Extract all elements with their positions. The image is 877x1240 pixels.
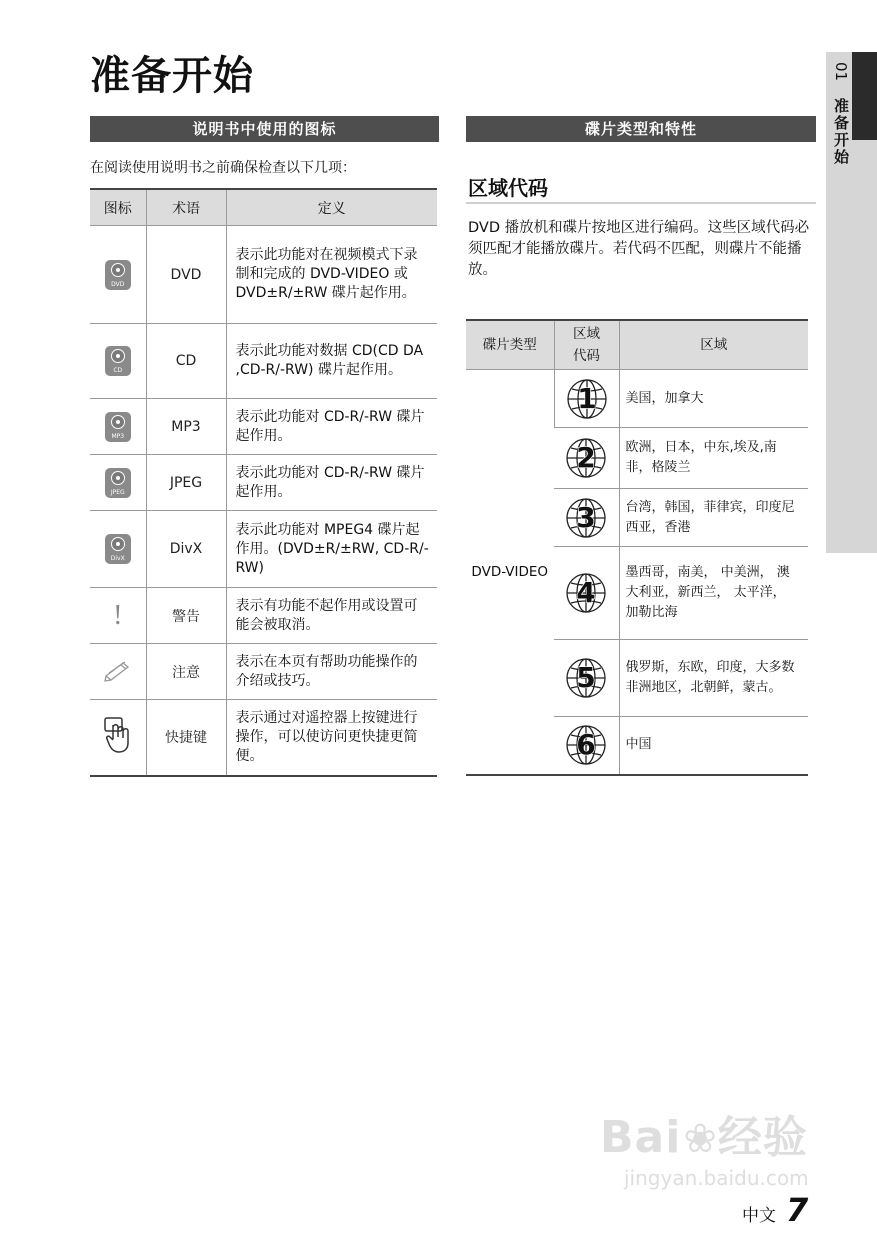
region-area: 中国 xyxy=(619,717,808,775)
region-code-digit: 3 xyxy=(576,500,596,534)
mp3-disc-icon: MP3 xyxy=(105,412,131,442)
section-bar-icons: 说明书中使用的图标 xyxy=(90,116,439,142)
dvd-disc-icon: DVD xyxy=(105,260,131,290)
region-code-heading: 区域代码 xyxy=(468,176,548,200)
definition: 表示通过对遥控器上按键进行操作，可以使访问更快捷更简便。 xyxy=(226,700,437,776)
heading-underline xyxy=(466,202,816,204)
page-footer xyxy=(742,1190,808,1230)
cd-disc-icon: CD xyxy=(105,346,131,376)
region-code-digit: 2 xyxy=(576,441,596,474)
chapter-side-label xyxy=(832,62,850,166)
region-area: 台湾，韩国，菲律宾，印度尼西亚，香港 xyxy=(619,489,808,547)
header-region: 区域 xyxy=(619,320,808,370)
region-5-globe-icon xyxy=(554,640,619,717)
header-icon: 图标 xyxy=(90,189,146,226)
icon-table-header xyxy=(90,189,437,226)
header-disc-type: 碟片类型 xyxy=(466,320,554,370)
table-row xyxy=(90,324,437,399)
disc-type-cell: DVD-VIDEO xyxy=(466,370,554,775)
table-row xyxy=(90,511,437,588)
header-term: 术语 xyxy=(146,189,226,226)
term: 快捷键 xyxy=(146,700,226,776)
definition: 表示此功能对 MPEG4 碟片起作用。(DVD±R/±RW, CD-R/-RW) xyxy=(226,511,437,588)
page-title: 准备开始 xyxy=(90,53,254,99)
region-1-globe-icon xyxy=(554,370,619,428)
region-code-description: DVD 播放机和碟片按地区进行编码。这些区域代码必须匹配才能播放碟片。若代码不匹配，则碟片不能播放。 xyxy=(468,220,810,278)
region-code-digit: 1 xyxy=(576,381,597,415)
region-4-globe-icon xyxy=(554,547,619,640)
term: 注意 xyxy=(146,644,226,700)
term: CD xyxy=(146,324,226,399)
header-definition: 定义 xyxy=(226,189,437,226)
watermark-logo-text: Bai xyxy=(600,1112,682,1163)
chapter-number: 01 xyxy=(832,62,850,82)
table-row xyxy=(90,588,437,644)
definition: 表示此功能对 CD-R/-RW 碟片起作用。 xyxy=(226,399,437,455)
warning-icon: ! xyxy=(113,599,123,631)
page-number: 7 xyxy=(786,1191,809,1229)
definition: 表示此功能对 CD-R/-RW 碟片起作用。 xyxy=(226,455,437,511)
baidu-jingyan-watermark xyxy=(600,1110,850,1210)
definition: 表示此功能对数据 CD(CD DA ,CD-R/-RW) 碟片起作用。 xyxy=(226,324,437,399)
region-area: 俄罗斯，东欧，印度，大多数非洲地区，北朝鲜，蒙古。 xyxy=(619,640,808,717)
definition: 表示在本页有帮助功能操作的介绍或技巧。 xyxy=(226,644,437,700)
remote-hand-icon xyxy=(102,715,134,755)
table-row xyxy=(90,644,437,700)
header-region-code: 区域代码 xyxy=(554,320,619,370)
watermark-url: jingyan.baidu.com xyxy=(624,1166,809,1190)
table-row xyxy=(90,455,437,511)
watermark-logo-text-2: 经验 xyxy=(717,1112,808,1163)
table-row xyxy=(466,370,808,428)
region-area: 墨西哥，南美， 中美洲， 澳大利亚，新西兰， 太平洋， 加勒比海 xyxy=(619,547,808,640)
table-row xyxy=(90,700,437,776)
region-code-digit: 4 xyxy=(576,576,596,609)
region-code-digit: 5 xyxy=(576,661,596,694)
table-row xyxy=(90,399,437,455)
term: DivX xyxy=(146,511,226,588)
term: 警告 xyxy=(146,588,226,644)
term: MP3 xyxy=(146,399,226,455)
region-6-globe-icon xyxy=(554,717,619,775)
definition: 表示有功能不起作用或设置可能会被取消。 xyxy=(226,588,437,644)
chapter-side-tab-marker xyxy=(852,52,877,140)
paw-icon: ❀ xyxy=(683,1116,718,1162)
region-3-globe-icon xyxy=(554,489,619,547)
divx-disc-icon: DivX xyxy=(105,534,131,564)
intro-text: 在阅读使用说明书之前确保检查以下几项： xyxy=(90,160,356,176)
term: JPEG xyxy=(146,455,226,511)
region-area: 美国，加拿大 xyxy=(619,370,808,428)
table-row xyxy=(90,226,437,324)
jpeg-disc-icon: JPEG xyxy=(105,468,131,498)
region-table-header xyxy=(466,320,808,370)
region-code-table xyxy=(466,319,808,776)
definition: 表示此功能对在视频模式下录制和完成的 DVD-VIDEO 或 DVD±R/±RW 碟片起作用。 xyxy=(226,226,437,324)
region-code-digit: 6 xyxy=(576,728,596,762)
icon-table xyxy=(90,188,437,777)
chapter-label: 准备开始 xyxy=(832,97,850,166)
region-area: 欧洲，日本，中东,埃及,南非，格陵兰 xyxy=(619,428,808,489)
pencil-note-icon xyxy=(103,658,133,682)
section-bar-disc-types: 碟片类型和特性 xyxy=(466,116,816,142)
footer-language: 中文 xyxy=(742,1206,776,1226)
term: DVD xyxy=(146,226,226,324)
region-2-globe-icon xyxy=(554,428,619,489)
